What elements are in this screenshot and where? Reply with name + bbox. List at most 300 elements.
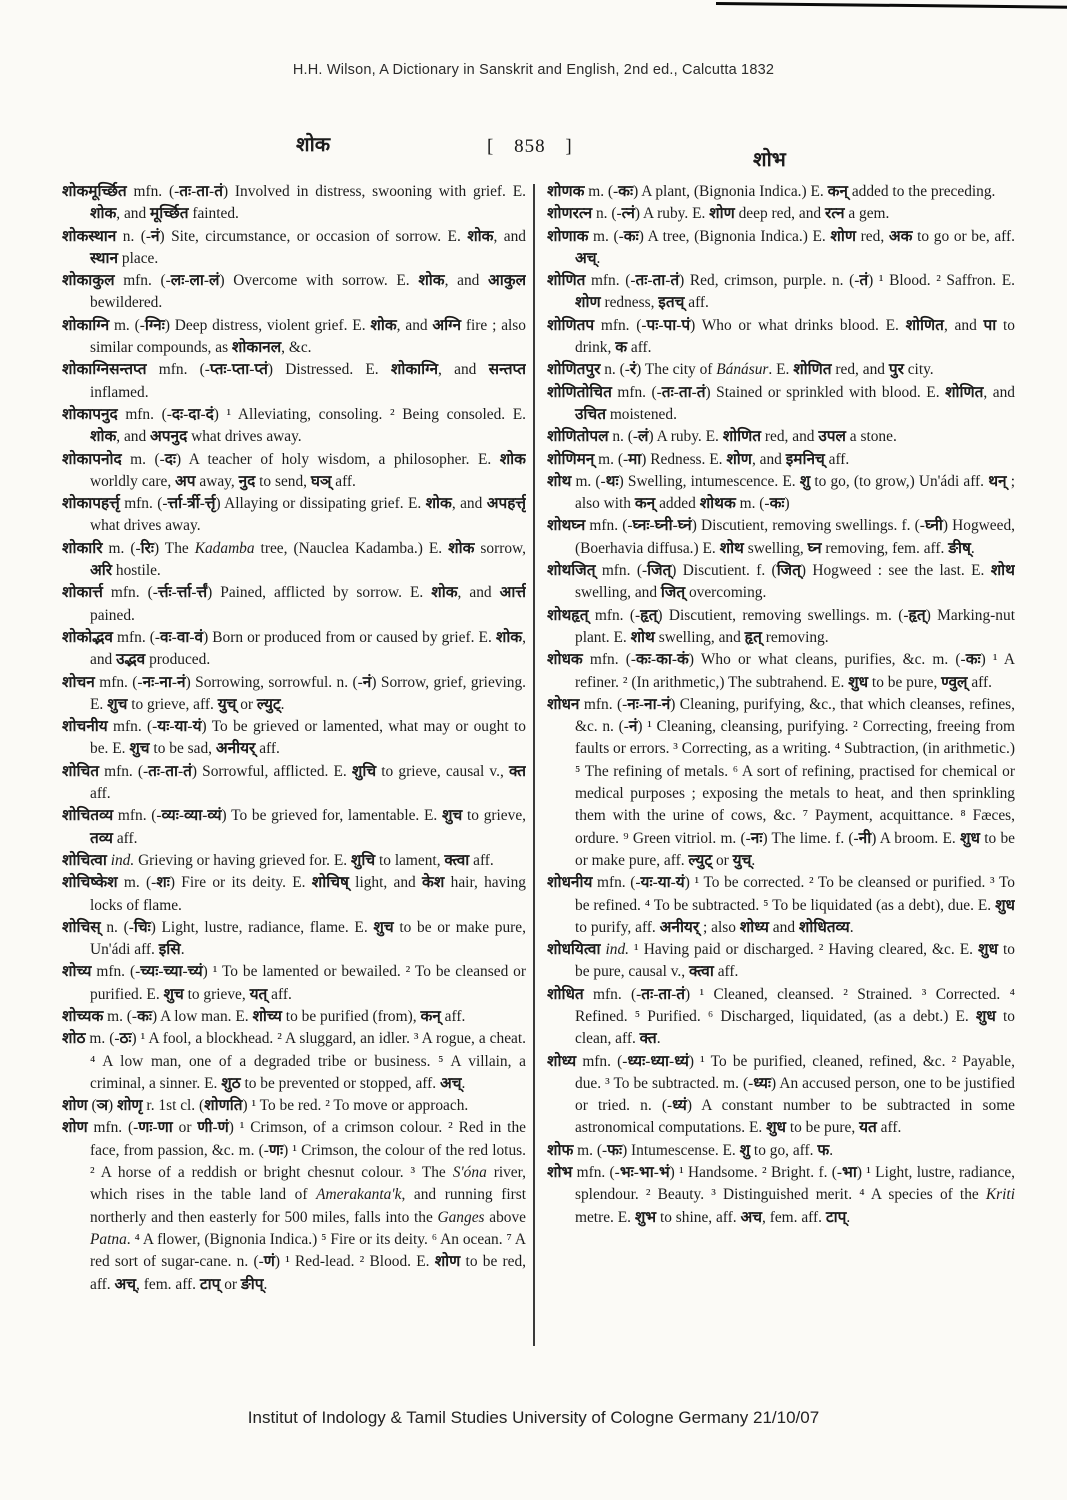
devanagari-text: शोथहृत् <box>547 606 589 624</box>
devanagari-text: शुचि <box>350 851 376 869</box>
headword <box>547 361 600 378</box>
devanagari-text: क्त <box>639 1030 657 1048</box>
headword <box>547 183 584 200</box>
devanagari-text: शोक <box>90 428 117 446</box>
devanagari-text: ग्निः <box>144 316 165 334</box>
devanagari-text: ल्युट् <box>688 851 713 869</box>
devanagari-text: ण्वुल् <box>941 673 968 691</box>
devanagari-text: नी <box>858 829 872 847</box>
devanagari-text: शोक <box>425 495 452 513</box>
devanagari-text: शोणृ <box>116 1097 143 1115</box>
dictionary-entry: शोकापनोद m. (-दः) A teacher of holy wisdom, a philosopher. E. शोक worldly care, अप away, नुद to send, घञ् aff. <box>62 450 526 490</box>
devanagari-text: टाप् <box>199 1275 221 1293</box>
devanagari-text: सन्तप्त <box>488 361 526 379</box>
devanagari-text: व्या <box>184 807 203 825</box>
devanagari-text: च्या <box>163 963 183 981</box>
devanagari-text: शोकार्त्त <box>62 584 103 602</box>
devanagari-text: शुच <box>442 807 463 825</box>
headword <box>547 651 583 668</box>
dictionary-entry: शोधित mfn. (-तः-ता-तं) ¹ Cleaned, cleansed. ² Strained. ³ Corrected. ⁴ Refined. ⁵ Purified. ⁶ Discharged, liquidated, (as a debt.) E. शुध to clean, aff. क्त. <box>547 985 1015 1048</box>
devanagari-text: नं <box>177 673 186 691</box>
devanagari-text: शुच <box>163 985 184 1003</box>
devanagari-text: शोणरत्न <box>547 205 593 223</box>
page-number: [ 858 ] <box>487 136 573 157</box>
devanagari-text: शोकापहर्त्तृ <box>62 495 120 513</box>
devanagari-text: शोण <box>726 450 752 468</box>
devanagari-text: नुद <box>238 472 256 490</box>
devanagari-text: अक <box>888 227 913 245</box>
devanagari-text: र्त्री <box>187 495 200 513</box>
devanagari-text: शोणति <box>204 1097 243 1115</box>
devanagari-text: शोधक <box>547 651 583 669</box>
devanagari-text: र्त्ता <box>176 584 192 602</box>
devanagari-text: थन् <box>988 472 1007 490</box>
dictionary-entry: शोकस्थान n. (-नं) Site, circumstance, or occasion of sorrow. E. शोक, and स्थान place. <box>62 227 526 267</box>
devanagari-text: शोकोद्भव <box>62 628 113 646</box>
devanagari-text: शोक <box>467 227 494 245</box>
devanagari-text: भा <box>638 1164 654 1182</box>
devanagari-text: शोकाग्नि <box>62 316 110 334</box>
scan-edge-artifact <box>716 2 1067 9</box>
devanagari-text: शोकापनुद <box>62 405 118 423</box>
headword <box>62 807 113 824</box>
devanagari-text: शोधन <box>547 695 580 713</box>
devanagari-text: कः <box>636 651 651 669</box>
headword <box>62 406 118 423</box>
headword <box>547 272 585 289</box>
devanagari-text: व्यः <box>161 807 179 825</box>
devanagari-text: शोचन <box>62 673 95 691</box>
devanagari-text: तः <box>641 985 654 1003</box>
devanagari-text: शोकाकुल <box>62 272 115 290</box>
headword <box>62 1030 85 1047</box>
devanagari-text: ङीष् <box>948 539 971 557</box>
dictionary-entry: शोचितव्य mfn. (-व्यः-व्या-व्यं) To be grieved for, lamentable. E. शुच to grieve, तव्य aff. <box>62 807 526 847</box>
headword <box>547 451 594 468</box>
devanagari-text: शुठ <box>221 1074 241 1092</box>
devanagari-text: शोणक <box>547 183 585 200</box>
devanagari-text: कः <box>965 651 981 669</box>
devanagari-text: शोणितोचित <box>547 383 612 401</box>
devanagari-text: अग्नि <box>432 316 462 334</box>
devanagari-text: अनीयर् <box>215 740 256 758</box>
headword <box>62 763 99 780</box>
devanagari-text: रिः <box>140 539 154 557</box>
devanagari-text: क्त्वा <box>444 851 470 869</box>
devanagari-text: युच् <box>217 695 237 713</box>
dictionary-entry: शोथजित् mfn. (-जित्) Discutient. f. (जित्) Hogweed : see the last. E. शोथ swelling, and जित् overcoming. <box>547 562 1015 602</box>
headword <box>62 1008 103 1025</box>
devanagari-text: शोणिमन् <box>547 450 595 468</box>
headword <box>547 205 592 222</box>
headword <box>62 919 101 936</box>
devanagari-text: शुच <box>129 740 150 758</box>
devanagari-text: तः <box>635 272 648 290</box>
running-head-right-word: शोभ <box>753 149 786 171</box>
devanagari-text: क्त <box>508 762 526 780</box>
devanagari-text: का <box>656 651 672 669</box>
devanagari-text: ता <box>196 183 210 200</box>
devanagari-text: शोणाक <box>547 227 589 245</box>
devanagari-text: र्त्तः <box>157 584 172 602</box>
headword <box>62 540 103 557</box>
devanagari-text: कन् <box>827 183 848 200</box>
headword <box>547 562 595 579</box>
devanagari-text: नं <box>362 673 372 691</box>
devanagari-text: णः <box>138 1119 153 1137</box>
headword <box>62 718 108 735</box>
devanagari-text: युच् <box>732 851 752 869</box>
source-caption: H.H. Wilson, A Dictionary in Sanskrit and English, 2nd ed., Calcutta 1832 <box>292 62 775 78</box>
devanagari-text: हृत् <box>640 606 658 624</box>
headword <box>62 272 115 289</box>
dictionary-entry: शोधयित्वा ind. ¹ Having paid or discharged. ² Having cleared, &c. E. शुध to be pure, causal v., क्त्वा aff. <box>547 941 1015 981</box>
dictionary-entry: शोठ m. (-ठः) ¹ A fool, a blockhead. ² A sluggard, an idler. ³ A rogue, a cheat. ⁴ A low man, one of a degraded tribe or business. ⁵ A villain, a criminal, a sinner. E. शुठ to be prevented or stopped, aff. अच्. <box>62 1030 526 1092</box>
headword <box>62 451 122 468</box>
devanagari-text: शुभ <box>634 1208 657 1226</box>
devanagari-text: या <box>174 718 188 736</box>
devanagari-text: भं <box>658 1164 670 1182</box>
dictionary-entry: शोचन mfn. (-नः-ना-नं) Sorrowing, sorrowful. n. (-नं) Sorrow, grief, grieving. E. शुच to grieve, aff. युच् or ल्युट्. <box>62 673 526 713</box>
devanagari-text: त्नं <box>621 205 635 223</box>
dictionary-entry: शोणक m. (-कः) A plant, (Bignonia Indica.) E. कन् added to the preceding. <box>547 183 996 200</box>
devanagari-text: शोणितप <box>547 316 595 334</box>
devanagari-text: भः <box>619 1164 634 1182</box>
headword <box>547 517 585 534</box>
devanagari-text: कः <box>137 1007 152 1025</box>
devanagari-text: शोच्यक <box>62 1007 104 1025</box>
devanagari-text: शोक <box>370 316 397 334</box>
devanagari-text: शोचनीय <box>62 718 108 736</box>
devanagari-text: शोक <box>448 539 475 557</box>
devanagari-text: दः <box>171 405 184 423</box>
devanagari-text: तः <box>148 762 161 780</box>
devanagari-text: अच् <box>114 1275 137 1293</box>
devanagari-text: र्त्ता <box>167 495 183 513</box>
devanagari-text: यः <box>640 874 653 892</box>
dictionary-entry: शोच्य mfn. (-च्यः-च्या-च्यं) ¹ To be lamented or bewailed. ² To be cleansed or purified. E. शुच to grieve, यत् aff. <box>62 963 526 1003</box>
devanagari-text: अपनुद <box>150 428 188 446</box>
devanagari-text: पा <box>983 316 997 334</box>
headword <box>547 384 612 401</box>
devanagari-text: या <box>657 874 671 892</box>
devanagari-text: शोथक <box>699 495 736 513</box>
devanagari-text: उद्भव <box>116 651 146 669</box>
devanagari-text: शुध <box>975 1007 996 1025</box>
devanagari-text: जित् <box>660 584 686 602</box>
devanagari-text: ध्यः <box>753 1074 772 1092</box>
devanagari-text: क्त्वा <box>688 963 714 981</box>
devanagari-text: अच <box>740 1208 763 1226</box>
devanagari-text: शोण <box>434 1253 461 1271</box>
devanagari-text: हृत् <box>908 606 926 624</box>
devanagari-text: शोचितव्य <box>62 807 114 825</box>
devanagari-text: शोक <box>499 450 526 468</box>
devanagari-text: अपहर्त्तृ <box>486 495 526 513</box>
devanagari-text: शोच्य <box>62 963 92 981</box>
devanagari-text: पा <box>663 316 677 334</box>
devanagari-text: शुचि <box>351 762 377 780</box>
devanagari-text: शोकाग्निसन्तप्त <box>62 361 147 379</box>
dictionary-entry: शोचित्वा ind. Grieving or having grieved for. E. शुचि to lament, क्त्वा aff. <box>62 851 494 869</box>
headword <box>547 1142 573 1159</box>
devanagari-text: शोध्य <box>547 1052 577 1070</box>
devanagari-text: शोधितव्य <box>798 918 850 936</box>
devanagari-text: शुध <box>995 896 1015 914</box>
dictionary-entry: शोण mfn. (-णः-णा or णी-णं) ¹ Crimson, of a crimson colour. ² Red in the face, from passion, &c. m. (-णः) ¹ Crimson, the colour of the red lotus. ² A horse of a reddish or bright chesnut colour. ³ The S'óna river, which rises in the table land of Amerakanta'k, and running first northerly and then easterly for 500 miles, falls into the Ganges above Patna. ⁴ A flower, (Bignonia Indica.) ⁵ Fire or its deity. ⁶ An ocean. ⁷ A red sort of sugar-cane. n. (-णं) ¹ Red-lead. ² Blood. E. शोण to be red, aff. अच्, fem. aff. टाप् or ङीप्. <box>62 1119 526 1293</box>
devanagari-text: च्यं <box>187 963 203 981</box>
devanagari-text: तं <box>214 183 223 200</box>
devanagari-text: शोणित <box>905 316 944 334</box>
dictionary-entry: शोथ m. (-थः) Swelling, intumescence. E. शु to go, (to grow,) Un'ádi aff. थन् ; also with कन् added शोथक m. (-कः) <box>547 472 1015 513</box>
devanagari-text: व्यं <box>207 807 222 825</box>
headword <box>62 1097 88 1114</box>
devanagari-text: यत् <box>249 985 268 1003</box>
devanagari-text: अरि <box>90 562 113 580</box>
dictionary-entry: शोकमूर्च्छित mfn. (-तः-ता-तं) Involved in distress, swooning with grief. E. शोक, and मूर्च्छित fainted. <box>62 183 526 223</box>
headword <box>547 607 589 624</box>
headword <box>62 317 109 334</box>
headword <box>62 963 91 980</box>
headword <box>547 317 594 334</box>
dictionary-entry: शोफ m. (-फः) Intumescense. E. शु to go, aff. फ. <box>547 1141 834 1159</box>
devanagari-text: पः <box>646 316 659 334</box>
devanagari-text: शोण <box>830 227 857 245</box>
devanagari-text: नं <box>628 718 638 736</box>
devanagari-text: घ्न <box>807 539 822 557</box>
devanagari-text: शुध <box>766 1119 786 1137</box>
devanagari-text: नं <box>150 227 160 245</box>
devanagari-text: तं <box>676 985 686 1003</box>
devanagari-text: यत <box>859 1119 877 1137</box>
devanagari-text: यं <box>675 874 685 892</box>
devanagari-text: शोणित <box>793 361 832 379</box>
headword <box>62 852 107 869</box>
devanagari-text: ध्यं <box>674 1052 689 1070</box>
devanagari-text: घ्नी <box>654 517 673 535</box>
devanagari-text: कः <box>623 227 639 245</box>
devanagari-text: आर्त्त <box>499 584 526 602</box>
dictionary-entry: शोणितपुर n. (-रं) The city of Bánásur. E. शोणित red, and पुर city. <box>547 361 934 379</box>
devanagari-text: दं <box>205 405 214 423</box>
headword <box>62 584 103 601</box>
dictionary-entry: शोकापहर्त्तृ mfn. (-र्त्ता-र्त्री-र्त्तृ) Allaying or dissipating grief. E. शोक, and अपहर्त्तृ what drives away. <box>62 495 526 535</box>
devanagari-text: अच् <box>575 249 597 267</box>
devanagari-text: शोकारि <box>62 539 103 557</box>
devanagari-text: शोण <box>575 294 601 312</box>
devanagari-text: केश <box>422 874 445 892</box>
devanagari-text: वः <box>160 628 172 646</box>
devanagari-text: तं <box>696 383 706 401</box>
devanagari-text: लः <box>170 272 185 290</box>
dictionary-entry: शोभ mfn. (-भः-भा-भं) ¹ Handsome. ² Bright. f. (-भा) ¹ Light, lustre, radiance, splendour. ² Beauty. ³ Distinguished merit. ⁴ A species of the Kriti metre. E. शुभ to shine, aff. अच, fem. aff. टाप्. <box>547 1164 1015 1226</box>
dictionary-entry: शोकापनुद mfn. (-दः-दा-दं) ¹ Alleviating, consoling. ² Being consoled. E. शोक, and अपनुद what drives away. <box>62 405 526 446</box>
devanagari-text: यः <box>157 718 170 736</box>
devanagari-text: नः <box>627 695 639 713</box>
headword <box>547 473 571 490</box>
devanagari-text: घ्नं <box>677 517 692 535</box>
devanagari-text: णी <box>197 1119 213 1137</box>
devanagari-text: शोधित <box>547 985 584 1003</box>
headword <box>62 874 118 891</box>
devanagari-text: तः <box>661 383 674 401</box>
dictionary-entry: शोध्य mfn. (-ध्यः-ध्या-ध्यं) ¹ To be purified, cleaned, refined, &c. ² Payable, due. ³ To be subtracted. m. (-ध्यः) An accused person, one to be justified or tried. n. (-ध्यं) A constant number to be subtracted in some astronomical computations. E. शुध to be pure, यत aff. <box>547 1052 1015 1137</box>
devanagari-text: आकुल <box>488 272 526 290</box>
devanagari-text: शोकमूर्च्छित <box>62 183 127 200</box>
devanagari-text: शोकानल <box>231 339 282 357</box>
devanagari-text: ध्यं <box>672 1097 687 1115</box>
devanagari-text: वा <box>176 628 190 646</box>
devanagari-text: शुच <box>107 695 128 713</box>
headword <box>547 228 588 245</box>
devanagari-text: ल्युट् <box>256 695 281 713</box>
dictionary-entry: शोकारि m. (-रिः) The Kadamba tree, (Nauclea Kadamba.) E. शोक sorrow, अरि hostile. <box>62 539 526 580</box>
devanagari-text: शोथ <box>630 628 655 646</box>
dictionary-entry: शोधनीय mfn. (-यः-या-यं) ¹ To be corrected. ² To be cleansed or purified. ³ To be refined. ⁴ To be subtracted. ⁵ To be liquidated (as a debt), due. E. शुध to purify, aff. अनीयर् ; also शोध्य and शोधितव्य. <box>547 874 1015 936</box>
devanagari-text: मूर्च्छित <box>150 205 189 223</box>
devanagari-text: तं <box>183 762 192 780</box>
headword <box>62 674 95 691</box>
devanagari-text: शुध <box>960 829 980 847</box>
headword <box>62 495 120 512</box>
dictionary-entry: शोथघ्न mfn. (-घ्नः-घ्नी-घ्नं) Discutient, removing swellings. f. (-घ्नी) Hogweed, (Boerhavia diffusa.) E. शोथ swelling, घ्न removing, fem. aff. ङीष्. <box>547 517 1015 557</box>
devanagari-text: थः <box>605 472 619 490</box>
devanagari-text: इसि <box>158 941 181 959</box>
dictionary-entry: शोच्यक m. (-कः) A low man. E. शोच्य to be purified (from), कन् aff. <box>62 1007 466 1025</box>
devanagari-text: हृत् <box>744 628 762 646</box>
dictionary-entry: शोधक mfn. (-कः-का-कं) Who or what cleans, purifies, &c. m. (-कः) ¹ A refiner. ² (In arithmetic,) The subtrahend. E. शुध to be pure, ण्वुल् aff. <box>547 651 1015 691</box>
devanagari-text: र्त्तृ <box>204 495 216 513</box>
devanagari-text: जित् <box>647 562 672 580</box>
devanagari-text: तव्य <box>90 829 113 847</box>
headword <box>62 183 127 200</box>
devanagari-text: फः <box>607 1141 623 1159</box>
devanagari-text: शोथजित् <box>547 562 596 580</box>
devanagari-text: शोभ <box>547 1164 573 1182</box>
devanagari-text: शोण <box>709 205 735 223</box>
devanagari-text: शोक <box>418 272 445 290</box>
devanagari-text: शोचिष्केश <box>62 874 118 892</box>
devanagari-text: शोधनीय <box>547 874 593 892</box>
devanagari-text: अप <box>175 472 196 490</box>
devanagari-text: प्तं <box>254 361 268 379</box>
devanagari-text: फ <box>817 1141 830 1159</box>
footer-caption: Institut of Indology & Tamil Studies University of Cologne Germany 21/10/07 <box>247 1408 820 1427</box>
devanagari-text: शोचित्वा <box>62 851 107 869</box>
dictionary-entry: शोणितोपल n. (-लं) A ruby. E. शोणित red, and उपल a stone. <box>547 428 897 446</box>
devanagari-text: शुध <box>848 673 869 691</box>
devanagari-text: कः <box>618 183 634 200</box>
dictionary-entry: शोचिस् n. (-चिः) Light, lustre, radiance, flame. E. शुच to be or make pure, Un'ádi aff. इसि. <box>62 918 526 959</box>
dictionary-entry: शोकार्त्त mfn. (-र्त्तः-र्त्ता-र्त्तं) Pained, afflicted by sorrow. E. शोक, and आर्त्त pained. <box>62 584 526 624</box>
devanagari-text: णं <box>263 1253 275 1271</box>
devanagari-text: प्ता <box>231 361 250 379</box>
devanagari-text: ला <box>189 272 204 290</box>
devanagari-text: शोफ <box>547 1141 574 1159</box>
devanagari-text: कन् <box>634 495 656 513</box>
devanagari-text: ध्यः <box>627 1052 646 1070</box>
devanagari-text: शः <box>156 874 170 892</box>
devanagari-text: शोकस्थान <box>62 227 117 245</box>
dictionary-entry: शोचनीय mfn. (-यः-या-यं) To be grieved or lamented, what may or ought to be. E. शुच to be sad, अनीयर् aff. <box>62 718 526 758</box>
dictionary-entry: शोणरत्न n. (-त्नं) A ruby. E. शोण deep red, and रत्न a gem. <box>547 205 890 223</box>
headword <box>547 696 579 713</box>
devanagari-text: चिः <box>133 918 151 936</box>
devanagari-text: कन् <box>420 1007 441 1025</box>
devanagari-text: शोचिस् <box>62 918 101 936</box>
devanagari-text: शोणित <box>945 383 984 401</box>
devanagari-text: पुर <box>888 361 904 379</box>
devanagari-text: प्तः <box>209 361 227 379</box>
headword <box>62 629 113 646</box>
headword <box>62 361 147 378</box>
devanagari-text: नः <box>142 673 155 691</box>
dictionary-entry: शोणितोचित mfn. (-तः-ता-तं) Stained or sprinkled with blood. E. शोणित, and उचित moistened. <box>547 383 1015 423</box>
devanagari-text: ता <box>658 985 672 1003</box>
dictionary-entry: शोथहृत् mfn. (-हृत्) Discutient, removing swellings. m. (-हृत्) Marking-nut plant. E. शोथ swelling, and हृत् removing. <box>547 606 1015 646</box>
headword <box>62 228 116 245</box>
devanagari-text: दः <box>164 450 177 468</box>
devanagari-text: इमनिच् <box>785 450 825 468</box>
devanagari-text: जित् <box>776 562 801 580</box>
headword <box>62 1119 88 1136</box>
left-column <box>62 181 526 1296</box>
headword <box>547 941 600 958</box>
devanagari-text: ना <box>159 673 172 691</box>
dictionary-entry: शोकाकुल mfn. (-लः-ला-लं) Overcome with sorrow. E. शोक, and आकुल bewildered. <box>62 272 526 312</box>
devanagari-text: शु <box>799 472 811 490</box>
devanagari-text: ता <box>165 762 178 780</box>
dictionary-entry: शोकोद्भव mfn. (-वः-वा-वं) Born or produced from or caused by grief. E. शोक, and उद्भव produced. <box>62 628 526 669</box>
devanagari-text: वं <box>194 628 204 646</box>
devanagari-text: लं <box>638 428 649 446</box>
devanagari-text: शुध <box>978 941 998 959</box>
devanagari-text: घ्नः <box>632 517 650 535</box>
devanagari-text: णा <box>157 1119 173 1137</box>
dictionary-entry: शोकाग्नि m. (-ग्निः) Deep distress, violent grief. E. शोक, and अग्नि fire ; also similar compounds, as शोकानल, &c. <box>62 316 526 357</box>
devanagari-text: ञ <box>96 1097 108 1115</box>
headword <box>547 986 584 1003</box>
dictionary-entry: शोणाक m. (-कः) A tree, (Bignonia Indica.) E. शोण red, अक to go or be, aff. अच्. <box>547 227 1015 267</box>
devanagari-text: शोथघ्न <box>547 517 586 535</box>
dictionary-entry: शोधन mfn. (-नः-ना-नं) Cleaning, purifying, &c., that which cleanses, refines, &c. n. (-नं) ¹ Cleaning, cleansing, purifying. ² Correcting, freeing from faults or errors. ³ Correcting, as a writing. ⁴ Subtraction, (in arithmetic.) ⁵ The refining of metals. ⁶ A sort of refining, practised for chemical or medical purposes ; exposing the metals to heat, and then sprinkling them with the urine of cows, &c. ⁷ Payment, acquittance. ⁸ Fæces, ordure. ⁹ Green vitriol. m. (-नः) The lime. f. (-नी) A broom. E. शुध to be or make pure, aff. ल्युट् or युच्. <box>547 695 1015 869</box>
devanagari-text: रत्न <box>824 205 845 223</box>
devanagari-text: कं <box>677 651 689 669</box>
devanagari-text: टाप् <box>825 1208 847 1226</box>
dictionary-entry: शोचित mfn. (-तः-ता-तं) Sorrowful, afflicted. E. शुचि to grieve, causal v., क्त aff. <box>62 762 526 803</box>
headword <box>547 1053 576 1070</box>
devanagari-text: अच् <box>439 1074 462 1092</box>
devanagari-text: लं <box>209 272 220 290</box>
devanagari-text: शोण <box>62 1119 88 1137</box>
dictionary-entry: शोचिष्केश m. (-शः) Fire or its deity. E. शोचिष् light, and केश hair, having locks of flame. <box>62 874 526 914</box>
devanagari-text: शोणितोपल <box>547 428 609 446</box>
devanagari-text: स्थान <box>90 249 119 267</box>
devanagari-text: यं <box>192 718 202 736</box>
devanagari-text: शोध्य <box>739 918 769 936</box>
devanagari-text: मा <box>628 450 642 468</box>
devanagari-text: र्त्तं <box>196 584 208 602</box>
devanagari-text: शोक <box>495 628 523 646</box>
devanagari-text: घञ् <box>310 472 332 490</box>
devanagari-text: कः <box>769 495 785 513</box>
dictionary-entry: शोणिमन् m. (-मा) Redness. E. शोण, and इमनिच् aff. <box>547 450 850 468</box>
right-column <box>547 181 1015 1229</box>
dictionary-entry: शोण (ञ) शोणृ r. 1st cl. (शोणति) ¹ To be red. ² To move or approach. <box>62 1097 469 1115</box>
devanagari-text: नं <box>661 695 671 713</box>
devanagari-text: णः <box>268 1141 284 1159</box>
devanagari-text: शोकापनोद <box>62 450 122 468</box>
